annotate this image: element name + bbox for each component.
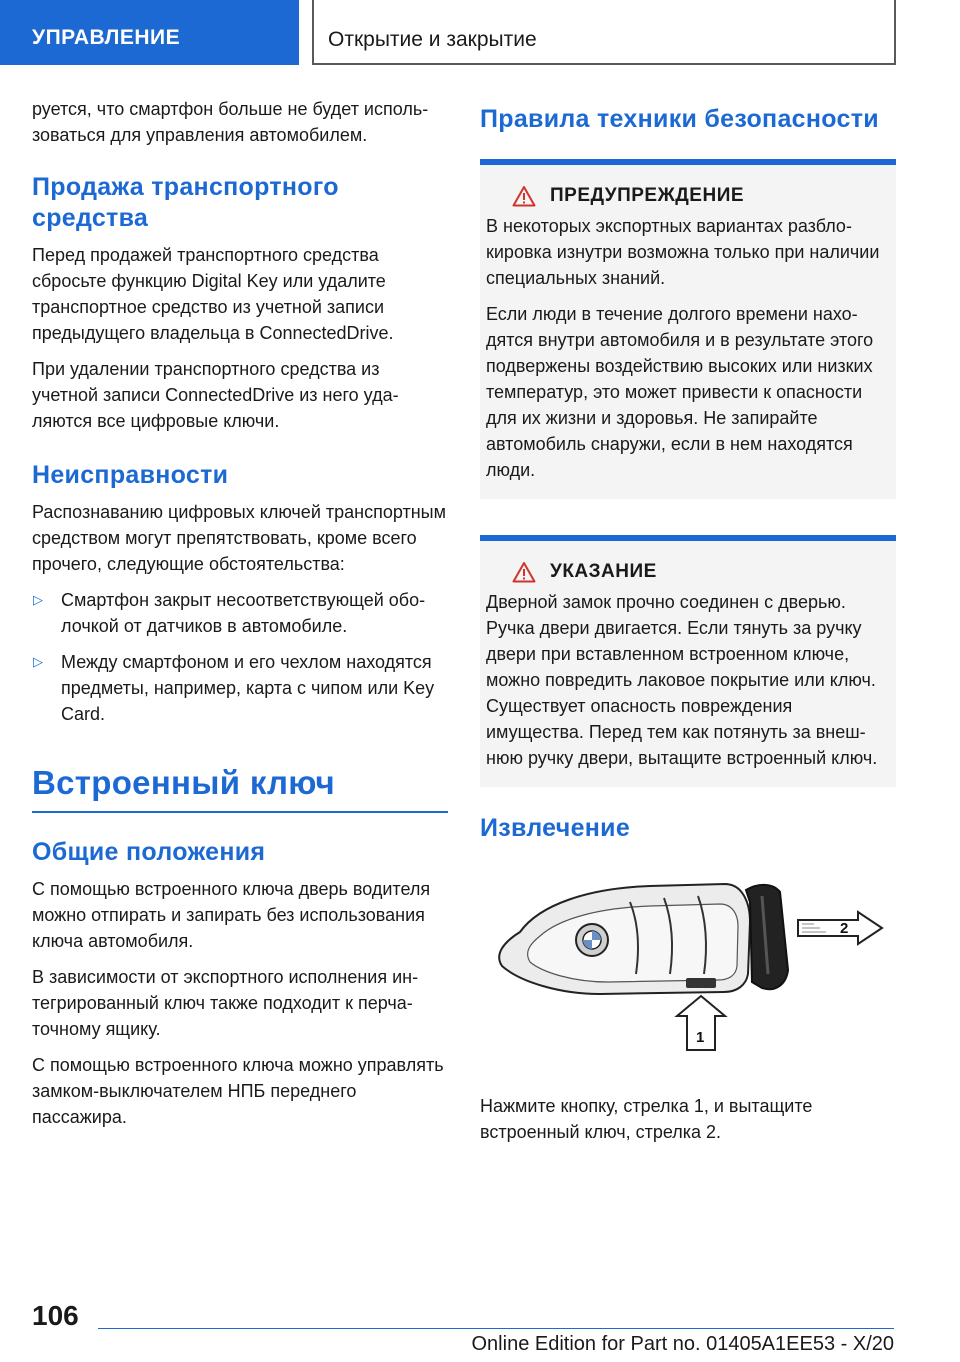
notice-paragraph: Дверной замок прочно соединен с дверью. Ручка двери двигается. Если тянуть за ручку двери при вставленном встроенном ключе, можно повредить лаковое покрытие или ключ. Существует опасность повреждения имущества. Перед тем как потянуть за внешнюю ручку двери, вытащите встроенный ключ. xyxy=(486,592,878,768)
heading-faults: Неисправности xyxy=(32,461,229,489)
warning-paragraph: В некоторых экспортных вариантах разблокировка изнутри возможна только при наличии специальных знаний. xyxy=(486,216,880,288)
sale-paragraph: Перед продажей транспортного средства сбросьте функцию Digital Key или удалите транспортное средство из учетной записи предыдущего владельца в ConnectedDrive. xyxy=(32,245,394,343)
figure-caption: Нажмите кнопку, стрелка 1, и вытащите встроенный ключ, стрелка 2. xyxy=(480,1096,813,1142)
heading-sale: Продажа транспортного средства xyxy=(32,173,339,232)
arrow-label: 1 xyxy=(696,1029,705,1046)
integrated-key-paragraph: С помощью встроенного ключа можно управлять замком-выключателем НПБ переднего пассажира. xyxy=(32,1055,444,1127)
list-item-text: Смартфон закрыт несоответствующей оболочкой от датчиков в автомобиле. xyxy=(61,590,426,636)
key-extraction-illustration xyxy=(480,862,896,1058)
section-tab: УПРАВЛЕНИЕ xyxy=(0,0,299,65)
integrated-key-paragraph: С помощью встроенного ключа дверь водителя можно отпирать и запирать без использования ключа автомобиля. xyxy=(32,879,431,951)
heading-extract: Извлечение xyxy=(480,814,631,842)
continuation-text: руется, что смартфон больше не будет использоваться для управления автомобилем. xyxy=(32,99,429,145)
list-item-text: Между смартфоном и его чехлом находятся предметы, например, карта с чипом или Key Card. xyxy=(61,652,435,724)
notice-callout xyxy=(480,535,896,787)
heading-safety: Правила техники безопасности xyxy=(480,105,879,133)
page-number: 106 xyxy=(32,1300,79,1331)
warning-paragraph: Если люди в течение долгого времени находятся внутри автомобиля и в результате этого подвержены воздействию высоких или низких температур, это может привести к опасности для их жизни и здоровья. Не запирайте автомобиль снаружи, если в нем находятся люди. xyxy=(486,304,874,480)
sale-paragraph: При удалении транспортного средства из учетной записи ConnectedDrive из него удаляются все цифровые ключи. xyxy=(32,359,399,431)
triangle-bullet-icon: ▷ xyxy=(33,654,43,669)
chapter-title: Открытие и закрытие xyxy=(312,0,896,65)
release-button xyxy=(686,978,716,988)
heading-integrated-key: Встроенный ключ xyxy=(32,763,448,813)
footer-edition: Online Edition for Part no. 01405A1EE53 - X/20 xyxy=(471,1333,894,1355)
warning-triangle-icon xyxy=(512,185,536,207)
notice-title: УКАЗАНИЕ xyxy=(550,561,657,582)
integrated-key-paragraph: В зависимости от экспортного исполнения интегрированный ключ также подходит к перчаточному ящику. xyxy=(32,967,419,1039)
list-item xyxy=(32,649,448,727)
list-item xyxy=(32,587,448,639)
faults-intro: Распознаванию цифровых ключей транспортным средством могут препятствовать, кроме всего прочего, следующие обстоятельства: xyxy=(32,502,446,574)
arrow-label: 2 xyxy=(840,920,849,937)
warning-title: ПРЕДУПРЕЖДЕНИЕ xyxy=(550,185,745,206)
warning-triangle-icon xyxy=(512,561,536,583)
left-column xyxy=(32,96,448,1130)
faults-list xyxy=(32,587,448,727)
heading-general: Общие положения xyxy=(32,838,266,866)
warning-callout xyxy=(480,159,896,499)
right-column xyxy=(480,96,896,1145)
footer-divider xyxy=(98,1328,894,1329)
triangle-bullet-icon: ▷ xyxy=(33,592,43,607)
